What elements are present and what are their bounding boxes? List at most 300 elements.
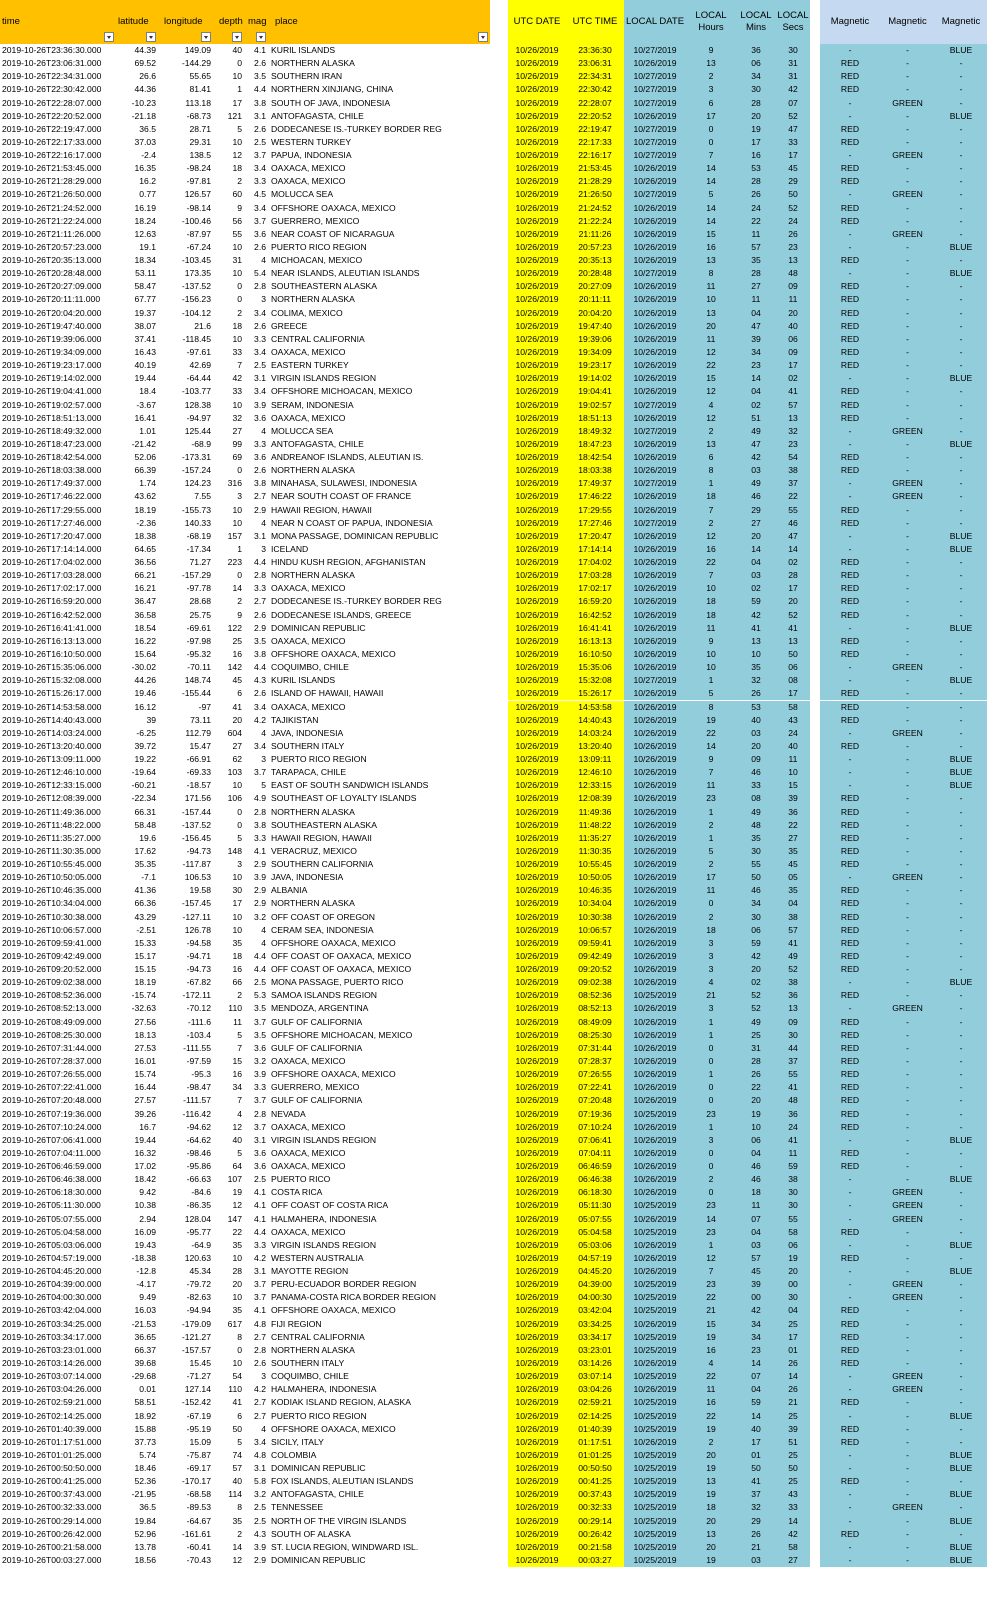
cell-local-hours[interactable]: 12 (686, 346, 736, 359)
cell-local-secs[interactable]: 41 (776, 385, 810, 398)
cell-local-date[interactable]: 10/26/2019 (624, 766, 686, 779)
cell-magnetic-1[interactable]: RED (820, 504, 880, 517)
cell-magnetic-1[interactable]: RED (820, 57, 880, 70)
cell-longitude[interactable]: 138.5 (189, 150, 211, 161)
cell-utc-time[interactable]: 03:04:26 (566, 1383, 624, 1396)
cell-place[interactable]: MICHOACAN, MEXICO (271, 255, 363, 266)
cell-local-date[interactable]: 10/26/2019 (624, 464, 686, 477)
cell-utc-date[interactable]: 10/26/2019 (508, 162, 566, 175)
cell-depth[interactable]: 7 (237, 1095, 242, 1106)
table-row[interactable] (0, 1147, 1005, 1160)
cell-utc-date[interactable]: 10/26/2019 (508, 175, 566, 188)
cell-place[interactable]: ANTOFAGASTA, CHILE (271, 1489, 364, 1500)
cell-magnetic-1[interactable]: RED (820, 1147, 880, 1160)
cell-longitude[interactable]: 81.41 (189, 84, 211, 95)
cell-magnetic-1[interactable]: - (820, 1213, 880, 1226)
cell-utc-time[interactable]: 19:39:06 (566, 333, 624, 346)
cell-place[interactable]: MOLUCCA SEA (271, 189, 334, 200)
cell-local-hours[interactable]: 4 (686, 976, 736, 989)
cell-place[interactable]: OFF COAST OF OREGON (271, 911, 375, 922)
cell-local-hours[interactable]: 7 (686, 149, 736, 162)
cell-longitude[interactable]: -94.58 (186, 937, 211, 948)
cell-magnetic-3[interactable]: BLUE (935, 530, 987, 543)
cell-longitude[interactable]: -68.9 (191, 438, 211, 449)
cell-local-secs[interactable]: 19 (776, 1252, 810, 1265)
cell-local-secs[interactable]: 13 (776, 254, 810, 267)
cell-depth[interactable]: 14 (232, 1541, 242, 1552)
cell-latitude[interactable]: 16.44 (134, 1082, 156, 1093)
cell-place[interactable]: SICILY, ITALY (271, 1436, 324, 1447)
cell-magnetic-2[interactable]: - (880, 1147, 935, 1160)
cell-longitude[interactable]: -67.82 (186, 977, 211, 988)
cell-local-secs[interactable]: 38 (776, 911, 810, 924)
cell-utc-date[interactable]: 10/26/2019 (508, 911, 566, 924)
cell-local-hours[interactable]: 8 (686, 267, 736, 280)
table-row[interactable] (0, 674, 1005, 687)
cell-utc-time[interactable]: 14:53:58 (566, 701, 624, 714)
cell-utc-date[interactable]: 10/26/2019 (508, 1396, 566, 1409)
table-row[interactable] (0, 1094, 1005, 1107)
cell-local-mins[interactable]: 00 (736, 1291, 776, 1304)
cell-local-date[interactable]: 10/25/2019 (624, 1449, 686, 1462)
cell-mag[interactable]: 3.8 (254, 819, 266, 830)
table-row[interactable] (0, 110, 1005, 123)
cell-place[interactable]: OFF COAST OF COSTA RICA (271, 1200, 389, 1211)
cell-utc-date[interactable]: 10/26/2019 (508, 1423, 566, 1436)
cell-magnetic-1[interactable]: RED (820, 1357, 880, 1370)
cell-place[interactable]: NEAR N COAST OF PAPUA, INDONESIA (271, 517, 433, 528)
cell-utc-time[interactable]: 07:04:11 (566, 1147, 624, 1160)
cell-magnetic-2[interactable]: - (880, 937, 935, 950)
cell-latitude[interactable]: 18.92 (134, 1410, 156, 1421)
cell-utc-time[interactable]: 10:06:57 (566, 924, 624, 937)
cell-magnetic-2[interactable]: - (880, 1121, 935, 1134)
cell-place[interactable]: SOUTH OF JAVA, INDONESIA (271, 97, 391, 108)
table-row[interactable] (0, 490, 1005, 503)
cell-magnetic-1[interactable]: RED (820, 1055, 880, 1068)
cell-local-secs[interactable]: 17 (776, 359, 810, 372)
cell-depth[interactable]: 148 (227, 845, 242, 856)
cell-utc-date[interactable]: 10/26/2019 (508, 1475, 566, 1488)
cell-place[interactable]: DODECANESE IS.-TURKEY BORDER REG (271, 123, 442, 134)
cell-magnetic-1[interactable]: RED (820, 1029, 880, 1042)
cell-local-secs[interactable]: 39 (776, 1423, 810, 1436)
cell-magnetic-3[interactable]: BLUE (935, 1173, 987, 1186)
table-row[interactable] (0, 1462, 1005, 1475)
cell-magnetic-1[interactable]: RED (820, 412, 880, 425)
cell-place[interactable]: KODIAK ISLAND REGION, ALASKA (271, 1397, 411, 1408)
cell-place[interactable]: NORTHERN ALASKA (271, 294, 355, 305)
cell-depth[interactable]: 18 (232, 950, 242, 961)
cell-latitude[interactable]: -60.21 (131, 780, 156, 791)
cell-utc-date[interactable]: 10/26/2019 (508, 1318, 566, 1331)
cell-utc-time[interactable]: 16:42:52 (566, 609, 624, 622)
cell-utc-date[interactable]: 10/26/2019 (508, 1226, 566, 1239)
cell-utc-time[interactable]: 08:25:30 (566, 1029, 624, 1042)
cell-magnetic-2[interactable]: GREEN (880, 1278, 935, 1291)
cell-magnetic-3[interactable]: BLUE (935, 438, 987, 451)
cell-time[interactable]: 2019-10-26T16:59:20.000 (2, 596, 102, 607)
cell-magnetic-3[interactable]: - (935, 556, 987, 569)
cell-utc-date[interactable]: 10/26/2019 (508, 267, 566, 280)
cell-depth[interactable]: 50 (232, 1423, 242, 1434)
cell-utc-date[interactable]: 10/26/2019 (508, 714, 566, 727)
cell-longitude[interactable]: -152.42 (181, 1397, 211, 1408)
cell-utc-time[interactable]: 22:20:52 (566, 110, 624, 123)
cell-magnetic-3[interactable]: - (935, 740, 987, 753)
table-row[interactable] (0, 845, 1005, 858)
cell-magnetic-1[interactable]: RED (820, 1436, 880, 1449)
cell-magnetic-3[interactable]: - (935, 175, 987, 188)
cell-magnetic-1[interactable]: RED (820, 884, 880, 897)
cell-time[interactable]: 2019-10-26T03:14:26.000 (2, 1358, 102, 1368)
cell-time[interactable]: 2019-10-26T23:36:30.000 (2, 45, 102, 55)
cell-magnetic-1[interactable]: RED (820, 963, 880, 976)
cell-local-mins[interactable]: 27 (736, 517, 776, 530)
cell-magnetic-3[interactable]: - (935, 727, 987, 740)
cell-place[interactable]: CERAM SEA, INDONESIA (271, 924, 374, 935)
cell-utc-time[interactable]: 02:14:25 (566, 1410, 624, 1423)
cell-utc-time[interactable]: 16:13:13 (566, 635, 624, 648)
cell-local-date[interactable]: 10/27/2019 (624, 267, 686, 280)
cell-utc-time[interactable]: 17:27:46 (566, 517, 624, 530)
cell-local-mins[interactable]: 20 (736, 1094, 776, 1107)
cell-local-secs[interactable]: 17 (776, 149, 810, 162)
filter-dropdown-icon[interactable] (104, 32, 114, 42)
cell-utc-date[interactable]: 10/26/2019 (508, 202, 566, 215)
cell-magnetic-2[interactable]: - (880, 687, 935, 700)
cell-local-date[interactable]: 10/26/2019 (624, 215, 686, 228)
cell-local-hours[interactable]: 19 (686, 1554, 736, 1567)
cell-utc-date[interactable]: 10/26/2019 (508, 1554, 566, 1567)
cell-depth[interactable]: 16 (232, 964, 242, 975)
cell-local-hours[interactable]: 1 (686, 1068, 736, 1081)
cell-magnetic-2[interactable]: - (880, 70, 935, 83)
cell-utc-time[interactable]: 10:46:35 (566, 884, 624, 897)
cell-local-secs[interactable]: 35 (776, 845, 810, 858)
cell-time[interactable]: 2019-10-26T17:29:55.000 (2, 504, 102, 515)
cell-time[interactable]: 2019-10-26T16:10:50.000 (2, 648, 102, 659)
cell-time[interactable]: 2019-10-26T22:34:31.000 (2, 71, 102, 82)
cell-local-mins[interactable]: 25 (736, 1029, 776, 1042)
cell-local-date[interactable]: 10/26/2019 (624, 569, 686, 582)
cell-mag[interactable]: 3.6 (254, 452, 266, 463)
cell-local-mins[interactable]: 49 (736, 425, 776, 438)
cell-magnetic-2[interactable]: - (880, 674, 935, 687)
cell-utc-time[interactable]: 20:27:09 (566, 280, 624, 293)
cell-latitude[interactable]: 58.51 (134, 1397, 156, 1408)
cell-utc-time[interactable]: 03:14:26 (566, 1357, 624, 1370)
cell-utc-date[interactable]: 10/26/2019 (508, 753, 566, 766)
table-row[interactable] (0, 372, 1005, 385)
cell-place[interactable]: JAVA, INDONESIA (271, 872, 344, 883)
table-row[interactable] (0, 766, 1005, 779)
cell-longitude[interactable]: 71.27 (189, 557, 211, 568)
cell-longitude[interactable]: -69.61 (186, 622, 211, 633)
cell-place[interactable]: TENNESSEE (271, 1502, 324, 1513)
cell-magnetic-2[interactable]: - (880, 346, 935, 359)
cell-local-secs[interactable]: 27 (776, 832, 810, 845)
cell-utc-time[interactable]: 00:37:43 (566, 1488, 624, 1501)
cell-local-mins[interactable]: 53 (736, 701, 776, 714)
cell-depth[interactable]: 27 (232, 425, 242, 436)
cell-latitude[interactable]: -15.74 (131, 990, 156, 1001)
cell-latitude[interactable]: 36.65 (134, 1331, 156, 1342)
cell-utc-date[interactable]: 10/26/2019 (508, 766, 566, 779)
cell-utc-date[interactable]: 10/26/2019 (508, 1410, 566, 1423)
cell-utc-time[interactable]: 01:17:51 (566, 1436, 624, 1449)
cell-depth[interactable]: 114 (228, 1489, 242, 1500)
cell-utc-date[interactable]: 10/26/2019 (508, 149, 566, 162)
cell-local-secs[interactable]: 47 (776, 123, 810, 136)
cell-latitude[interactable]: 58.48 (134, 819, 156, 830)
cell-mag[interactable]: 3.3 (254, 583, 266, 594)
cell-local-date[interactable]: 10/25/2019 (624, 989, 686, 1002)
cell-local-secs[interactable]: 30 (776, 1186, 810, 1199)
cell-local-date[interactable]: 10/27/2019 (624, 123, 686, 136)
cell-local-mins[interactable]: 14 (736, 372, 776, 385)
cell-magnetic-1[interactable]: - (820, 1239, 880, 1252)
cell-magnetic-2[interactable]: GREEN (880, 97, 935, 110)
cell-magnetic-1[interactable]: RED (820, 924, 880, 937)
cell-depth[interactable]: 32 (232, 412, 242, 423)
cell-magnetic-3[interactable]: - (935, 858, 987, 871)
cell-local-hours[interactable]: 1 (686, 1016, 736, 1029)
cell-mag[interactable]: 4 (261, 937, 266, 948)
cell-place[interactable]: NORTHERN ALASKA (271, 898, 355, 909)
cell-magnetic-1[interactable]: RED (820, 701, 880, 714)
cell-latitude[interactable]: -2.51 (136, 924, 156, 935)
cell-local-date[interactable]: 10/26/2019 (624, 1055, 686, 1068)
cell-utc-date[interactable]: 10/26/2019 (508, 858, 566, 871)
cell-local-date[interactable]: 10/26/2019 (624, 884, 686, 897)
cell-local-hours[interactable]: 11 (686, 622, 736, 635)
cell-utc-date[interactable]: 10/26/2019 (508, 569, 566, 582)
table-row[interactable] (0, 320, 1005, 333)
cell-magnetic-2[interactable]: - (880, 1108, 935, 1121)
cell-local-secs[interactable]: 57 (776, 924, 810, 937)
cell-local-secs[interactable]: 13 (776, 635, 810, 648)
cell-magnetic-2[interactable]: GREEN (880, 1002, 935, 1015)
cell-magnetic-3[interactable]: - (935, 569, 987, 582)
cell-magnetic-3[interactable]: BLUE (935, 241, 987, 254)
cell-magnetic-2[interactable]: - (880, 1094, 935, 1107)
cell-mag[interactable]: 4.4 (254, 964, 266, 975)
cell-latitude[interactable]: 12.63 (134, 228, 156, 239)
cell-mag[interactable]: 2.7 (254, 1397, 266, 1408)
cell-depth[interactable]: 8 (237, 1331, 242, 1342)
cell-longitude[interactable]: -94.62 (186, 1121, 211, 1132)
cell-time[interactable]: 2019-10-26T17:04:02.000 (2, 557, 102, 568)
cell-magnetic-3[interactable]: - (935, 136, 987, 149)
cell-mag[interactable]: 3.2 (254, 1489, 266, 1500)
cell-place[interactable]: VERACRUZ, MEXICO (271, 845, 357, 856)
cell-local-date[interactable]: 10/26/2019 (624, 832, 686, 845)
cell-utc-time[interactable]: 18:42:54 (566, 451, 624, 464)
cell-local-date[interactable]: 10/25/2019 (624, 1396, 686, 1409)
table-row[interactable] (0, 254, 1005, 267)
table-row[interactable] (0, 1541, 1005, 1554)
cell-utc-date[interactable]: 10/26/2019 (508, 1094, 566, 1107)
cell-local-hours[interactable]: 21 (686, 989, 736, 1002)
cell-local-secs[interactable]: 17 (776, 582, 810, 595)
cell-longitude[interactable]: -98.24 (186, 163, 211, 174)
cell-longitude[interactable]: -172.11 (182, 990, 211, 1001)
cell-utc-time[interactable]: 20:11:11 (566, 293, 624, 306)
cell-utc-time[interactable]: 11:35:27 (566, 832, 624, 845)
cell-place[interactable]: ANDREANOF ISLANDS, ALEUTIAN IS. (271, 452, 424, 463)
cell-mag[interactable]: 5.3 (254, 990, 266, 1001)
cell-local-hours[interactable]: 12 (686, 1252, 736, 1265)
cell-local-secs[interactable]: 20 (776, 595, 810, 608)
cell-mag[interactable]: 4.1 (254, 1187, 266, 1198)
cell-local-secs[interactable]: 36 (776, 806, 810, 819)
table-row[interactable] (0, 136, 1005, 149)
cell-magnetic-1[interactable]: RED (820, 517, 880, 530)
cell-magnetic-3[interactable]: - (935, 293, 987, 306)
cell-time[interactable]: 2019-10-26T07:10:24.000 (2, 1121, 102, 1132)
cell-utc-date[interactable]: 10/26/2019 (508, 648, 566, 661)
cell-local-mins[interactable]: 46 (736, 1173, 776, 1186)
cell-local-mins[interactable]: 04 (736, 556, 776, 569)
cell-local-date[interactable]: 10/26/2019 (624, 1134, 686, 1147)
cell-magnetic-3[interactable]: - (935, 609, 987, 622)
table-row[interactable] (0, 792, 1005, 805)
cell-local-mins[interactable]: 02 (736, 582, 776, 595)
cell-local-secs[interactable]: 25 (776, 1475, 810, 1488)
cell-local-secs[interactable]: 11 (776, 293, 810, 306)
cell-magnetic-2[interactable]: - (880, 556, 935, 569)
cell-depth[interactable]: 0 (237, 819, 242, 830)
cell-utc-time[interactable]: 01:01:25 (566, 1449, 624, 1462)
cell-local-secs[interactable]: 51 (776, 1436, 810, 1449)
table-row[interactable] (0, 438, 1005, 451)
cell-place[interactable]: NEAR SOUTH COAST OF FRANCE (271, 491, 412, 502)
cell-mag[interactable]: 4.1 (254, 1305, 266, 1316)
cell-latitude[interactable]: 44.36 (134, 84, 156, 95)
cell-local-secs[interactable]: 02 (776, 556, 810, 569)
cell-latitude[interactable]: 43.29 (134, 911, 156, 922)
cell-local-secs[interactable]: 40 (776, 740, 810, 753)
cell-magnetic-3[interactable]: - (935, 307, 987, 320)
cell-utc-time[interactable]: 00:26:42 (566, 1528, 624, 1541)
cell-local-hours[interactable]: 22 (686, 359, 736, 372)
cell-local-date[interactable]: 10/26/2019 (624, 1121, 686, 1134)
cell-local-hours[interactable]: 13 (686, 57, 736, 70)
cell-place[interactable]: OAXACA, MEXICO (271, 635, 346, 646)
cell-magnetic-1[interactable]: RED (820, 806, 880, 819)
cell-magnetic-1[interactable]: RED (820, 83, 880, 96)
cell-magnetic-1[interactable]: RED (820, 950, 880, 963)
cell-latitude[interactable]: -7.1 (141, 872, 156, 883)
table-row[interactable] (0, 963, 1005, 976)
column-header-local-mins[interactable] (736, 0, 776, 44)
cell-latitude[interactable]: 16.35 (134, 163, 156, 174)
cell-magnetic-2[interactable]: GREEN (880, 871, 935, 884)
cell-latitude[interactable]: -18.38 (131, 1252, 156, 1263)
cell-mag[interactable]: 3.1 (254, 110, 266, 121)
cell-mag[interactable]: 3.7 (254, 1121, 266, 1132)
cell-place[interactable]: ICELAND (271, 543, 309, 554)
cell-local-date[interactable]: 10/26/2019 (624, 372, 686, 385)
cell-local-hours[interactable]: 12 (686, 385, 736, 398)
cell-utc-time[interactable]: 21:53:45 (566, 162, 624, 175)
table-row[interactable] (0, 1134, 1005, 1147)
cell-time[interactable]: 2019-10-26T09:59:41.000 (2, 937, 102, 948)
cell-local-secs[interactable]: 28 (776, 569, 810, 582)
cell-magnetic-1[interactable]: RED (820, 385, 880, 398)
cell-local-secs[interactable]: 26 (776, 1383, 810, 1396)
cell-magnetic-3[interactable]: - (935, 1383, 987, 1396)
cell-local-date[interactable]: 10/25/2019 (624, 1475, 686, 1488)
cell-depth[interactable]: 69 (232, 452, 242, 463)
cell-utc-date[interactable]: 10/26/2019 (508, 556, 566, 569)
table-row[interactable] (0, 1528, 1005, 1541)
cell-magnetic-1[interactable]: RED (820, 1252, 880, 1265)
table-row[interactable] (0, 280, 1005, 293)
cell-magnetic-1[interactable]: - (820, 1541, 880, 1554)
table-row[interactable] (0, 293, 1005, 306)
column-header-utc-time[interactable] (566, 0, 624, 44)
cell-place[interactable]: NORTHERN ALASKA (271, 570, 355, 581)
cell-local-mins[interactable]: 04 (736, 307, 776, 320)
cell-mag[interactable]: 2.8 (254, 806, 266, 817)
cell-local-mins[interactable]: 41 (736, 622, 776, 635)
table-row[interactable] (0, 175, 1005, 188)
cell-magnetic-1[interactable]: RED (820, 1016, 880, 1029)
cell-time[interactable]: 2019-10-26T20:27:09.000 (2, 281, 102, 292)
cell-utc-date[interactable]: 10/26/2019 (508, 1002, 566, 1015)
cell-place[interactable]: COQUIMBO, CHILE (271, 662, 349, 673)
table-row[interactable] (0, 1318, 1005, 1331)
cell-utc-date[interactable]: 10/26/2019 (508, 385, 566, 398)
cell-time[interactable]: 2019-10-26T20:11:11.000 (2, 294, 101, 305)
cell-local-mins[interactable]: 57 (736, 1252, 776, 1265)
cell-time[interactable]: 2019-10-26T08:25:30.000 (2, 1029, 102, 1040)
cell-magnetic-3[interactable]: - (935, 1029, 987, 1042)
cell-longitude[interactable]: -98.14 (186, 202, 211, 213)
cell-local-secs[interactable]: 25 (776, 1449, 810, 1462)
cell-place[interactable]: ANTOFAGASTA, CHILE (271, 110, 364, 121)
table-row[interactable] (0, 858, 1005, 871)
cell-mag[interactable]: 2.6 (254, 58, 266, 69)
cell-local-mins[interactable]: 42 (736, 451, 776, 464)
cell-local-secs[interactable]: 44 (776, 1042, 810, 1055)
cell-magnetic-1[interactable]: RED (820, 320, 880, 333)
cell-local-date[interactable]: 10/26/2019 (624, 385, 686, 398)
cell-local-date[interactable]: 10/25/2019 (624, 1344, 686, 1357)
cell-mag[interactable]: 3.1 (254, 1463, 266, 1474)
cell-local-hours[interactable]: 19 (686, 1423, 736, 1436)
cell-utc-time[interactable]: 18:03:38 (566, 464, 624, 477)
cell-longitude[interactable]: -97.78 (186, 583, 211, 594)
cell-place[interactable]: PAPUA, INDONESIA (271, 150, 352, 161)
cell-time[interactable]: 2019-10-26T22:16:17.000 (2, 150, 102, 161)
cell-utc-date[interactable]: 10/26/2019 (508, 241, 566, 254)
cell-local-mins[interactable]: 14 (736, 1357, 776, 1370)
cell-local-hours[interactable]: 5 (686, 188, 736, 201)
cell-depth[interactable]: 31 (232, 255, 242, 266)
cell-local-hours[interactable]: 10 (686, 648, 736, 661)
cell-local-hours[interactable]: 23 (686, 1278, 736, 1291)
cell-local-date[interactable]: 10/27/2019 (624, 136, 686, 149)
cell-local-mins[interactable]: 03 (736, 464, 776, 477)
cell-utc-date[interactable]: 10/26/2019 (508, 399, 566, 412)
cell-utc-time[interactable]: 21:22:24 (566, 215, 624, 228)
cell-local-hours[interactable]: 2 (686, 911, 736, 924)
cell-local-secs[interactable]: 58 (776, 701, 810, 714)
cell-magnetic-3[interactable]: - (935, 280, 987, 293)
